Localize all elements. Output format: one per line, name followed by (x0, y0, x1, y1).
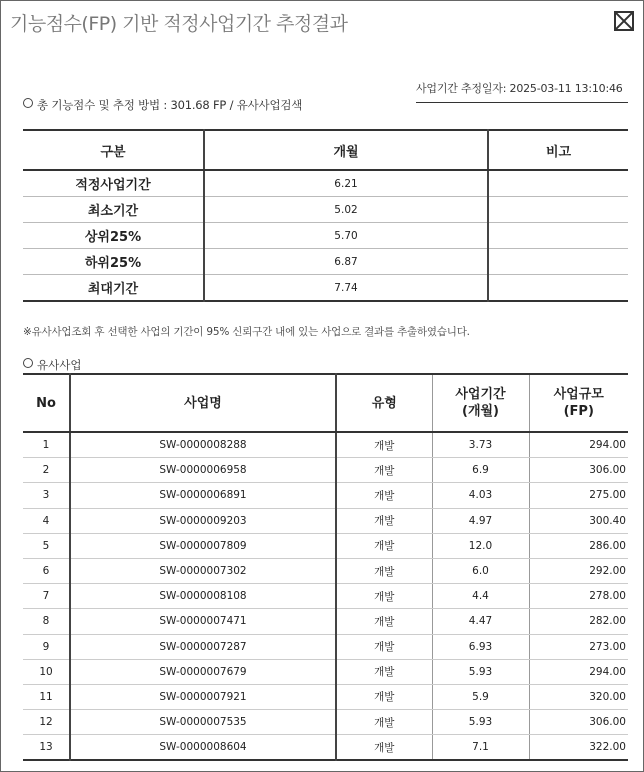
row-no: 4 (23, 508, 70, 533)
summary-months: 5.70 (204, 223, 488, 249)
close-icon (616, 13, 632, 29)
header-period-line1: 사업기간 (455, 387, 506, 402)
header-remarks: 비고 (488, 130, 628, 170)
row-type: 개발 (336, 710, 432, 735)
row-scale: 300.40 (529, 508, 628, 533)
row-type: 개발 (336, 458, 432, 483)
row-period: 6.93 (432, 634, 529, 659)
row-period: 4.97 (432, 508, 529, 533)
row-period: 4.03 (432, 483, 529, 508)
table-row (23, 659, 628, 684)
summary-label: 하위25% (23, 249, 204, 275)
table-row (23, 735, 628, 761)
header-months: 개월 (204, 130, 488, 170)
similar-header-row (23, 374, 628, 432)
row-period: 12.0 (432, 533, 529, 558)
footnote: ※유사사업조회 후 선택한 사업의 기간이 95% 신뢰구간 내에 있는 사업으로 결과를 추출하였습니다. (23, 326, 470, 338)
table-row (23, 458, 628, 483)
summary-note (488, 170, 628, 197)
summary-row (23, 197, 628, 223)
row-project-name: SW-0000008604 (70, 735, 336, 761)
row-no: 6 (23, 558, 70, 583)
row-scale: 322.00 (529, 735, 628, 761)
row-type: 개발 (336, 735, 432, 761)
estimation-method-text: 총 기능점수 및 추정 방법 : 301.68 FP / 유사사업검색 (37, 98, 303, 112)
summary-label: 최소기간 (23, 197, 204, 223)
summary-header-row (23, 130, 628, 170)
row-project-name: SW-0000008288 (70, 432, 336, 458)
row-project-name: SW-0000007535 (70, 710, 336, 735)
summary-months: 5.02 (204, 197, 488, 223)
summary-months: 7.74 (204, 275, 488, 302)
header-scale (529, 374, 628, 432)
estimate-date: 사업기간 추정일자: 2025-03-11 13:10:46 (416, 80, 628, 103)
row-no: 10 (23, 659, 70, 684)
header-type: 유형 (336, 374, 432, 432)
row-period: 4.4 (432, 584, 529, 609)
row-scale: 306.00 (529, 710, 628, 735)
row-project-name: SW-0000009203 (70, 508, 336, 533)
table-row (23, 710, 628, 735)
summary-months: 6.87 (204, 249, 488, 275)
row-type: 개발 (336, 432, 432, 458)
header-no: No (23, 374, 70, 432)
estimation-method (23, 97, 302, 113)
circle-bullet-icon (23, 358, 33, 368)
row-project-name: SW-0000006891 (70, 483, 336, 508)
row-no: 13 (39, 741, 53, 754)
summary-label: 상위25% (23, 223, 204, 249)
summary-row (23, 249, 628, 275)
row-no: 3 (23, 483, 70, 508)
similar-projects-table (23, 373, 628, 761)
row-scale: 294.00 (529, 659, 628, 684)
row-type: 개발 (336, 508, 432, 533)
similar-section-label: 유사사업 (37, 358, 82, 372)
estimate-date-value: 2025-03-11 13:10:46 (509, 82, 623, 95)
summary-note (488, 275, 628, 302)
summary-row (23, 275, 628, 302)
summary-row (23, 223, 628, 249)
summary-label: 적정사업기간 (23, 170, 204, 197)
row-scale: 282.00 (529, 609, 628, 634)
row-type: 개발 (336, 659, 432, 684)
row-no: 7 (23, 584, 70, 609)
table-row (23, 584, 628, 609)
table-row (23, 558, 628, 583)
row-period: 6.9 (432, 458, 529, 483)
table-row (23, 432, 628, 458)
row-project-name: SW-0000007809 (70, 533, 336, 558)
row-no: 1 (23, 432, 70, 458)
header-category: 구분 (23, 130, 204, 170)
summary-label: 최대기간 (87, 282, 139, 297)
header-period (432, 374, 529, 432)
row-no: 11 (23, 684, 70, 709)
row-no: 12 (23, 710, 70, 735)
row-no: 2 (23, 458, 70, 483)
row-project-name: SW-0000007302 (70, 558, 336, 583)
row-project-name: SW-0000007679 (70, 659, 336, 684)
row-period: 7.1 (432, 735, 529, 761)
row-period: 3.73 (432, 432, 529, 458)
table-row (23, 684, 628, 709)
row-no: 9 (23, 634, 70, 659)
row-period: 5.9 (432, 684, 529, 709)
summary-row (23, 170, 628, 197)
row-type: 개발 (336, 684, 432, 709)
summary-note (488, 223, 628, 249)
summary-note (488, 249, 628, 275)
table-row (23, 533, 628, 558)
row-type: 개발 (336, 558, 432, 583)
row-project-name: SW-0000007287 (70, 634, 336, 659)
row-project-name: SW-0000007921 (70, 684, 336, 709)
row-period: 4.47 (432, 609, 529, 634)
header-project-name: 사업명 (70, 374, 336, 432)
table-row (23, 508, 628, 533)
row-project-name: SW-0000007471 (70, 609, 336, 634)
row-scale: 306.00 (529, 458, 628, 483)
row-scale: 278.00 (529, 584, 628, 609)
row-period: 5.93 (432, 659, 529, 684)
close-button[interactable] (614, 11, 634, 31)
row-type: 개발 (336, 584, 432, 609)
circle-bullet-icon (23, 98, 33, 108)
row-period: 6.0 (432, 558, 529, 583)
header-scale-line2: (FP) (563, 404, 594, 419)
dialog-title: 기능점수(FP) 기반 적정사업기간 추정결과 (10, 13, 348, 35)
header-scale-line1: 사업규모 (553, 387, 604, 402)
row-scale: 286.00 (529, 533, 628, 558)
row-type: 개발 (336, 483, 432, 508)
row-period: 5.93 (432, 710, 529, 735)
estimate-date-label: 사업기간 추정일자 (416, 82, 503, 95)
table-row (23, 609, 628, 634)
row-scale: 273.00 (529, 634, 628, 659)
row-type: 개발 (336, 634, 432, 659)
row-type: 개발 (336, 609, 432, 634)
summary-table (23, 129, 628, 302)
row-scale: 294.00 (529, 432, 628, 458)
table-row (23, 483, 628, 508)
row-no: 5 (23, 533, 70, 558)
summary-months: 6.21 (204, 170, 488, 197)
row-scale: 320.00 (529, 684, 628, 709)
table-row (23, 634, 628, 659)
row-scale: 275.00 (529, 483, 628, 508)
row-no: 8 (23, 609, 70, 634)
summary-note (488, 197, 628, 223)
row-project-name: SW-0000008108 (70, 584, 336, 609)
header-period-line2: (개월) (462, 404, 499, 419)
row-project-name: SW-0000006958 (70, 458, 336, 483)
row-type: 개발 (336, 533, 432, 558)
row-scale: 292.00 (529, 558, 628, 583)
similar-section-heading (23, 357, 81, 373)
